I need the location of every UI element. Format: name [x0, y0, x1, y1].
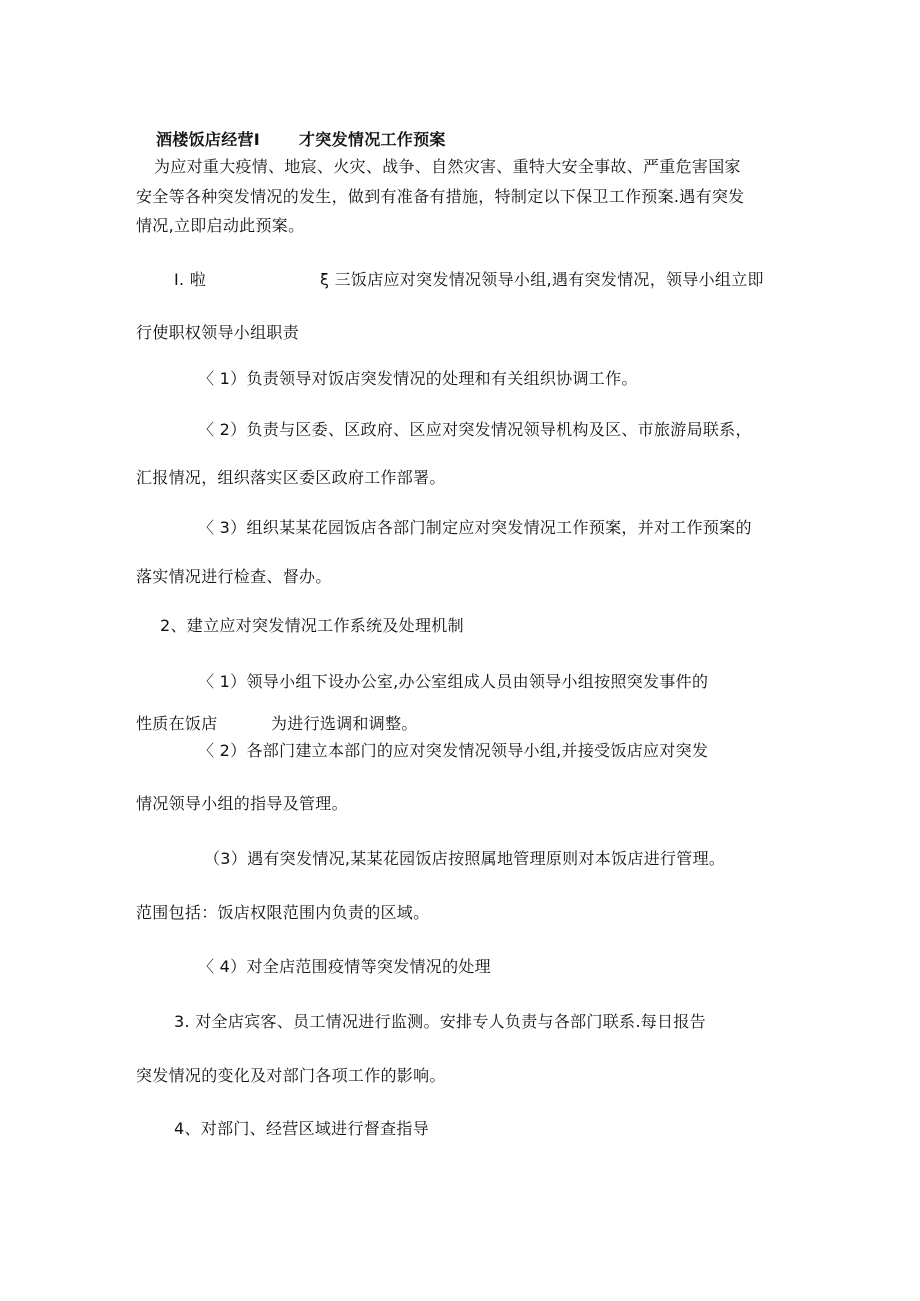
section-1-item-3: 〈 3）组织某某花园饭店各部门制定应对突发情况工作预案，并对工作预案的: [198, 518, 752, 537]
section-2-item-3: （3）遇有突发情况,某某花园饭店按照属地管理原则对本饭店进行管理。: [204, 849, 726, 868]
section-1-heading-end: ξ 三饭店应对突发情况领导小组,遇有突发情况，领导小组立即: [320, 270, 764, 289]
section-1-item-2: 〈 2）负责与区委、区政府、区应对突发情况领导机构及区、市旅游局联系，: [198, 420, 752, 439]
intro-line-3: 情况,立即启动此预案。: [136, 216, 305, 235]
section-1-heading-cont: 行使职权领导小组职责: [136, 323, 300, 342]
section-3-heading: 3. 对全店宾客、员工情况进行监测。安排专人负责与各部门联系.每日报告: [174, 1012, 706, 1031]
section-2-heading: 2、建立应对突发情况工作系统及处理机制: [160, 616, 464, 635]
section-2-item-2-cont: 情况领导小组的指导及管理。: [136, 794, 348, 813]
intro-line-2: 安全等各种突发情况的发生，做到有准备有措施，特制定以下保卫工作预案.遇有突发: [136, 187, 745, 206]
document-title-part-2: 才突发情况工作预案: [299, 130, 446, 149]
section-1-item-2-cont: 汇报情况，组织落实区委区政府工作部署。: [136, 468, 446, 487]
section-2-item-2: 〈 2）各部门建立本部门的应对突发情况领导小组,并接受饭店应对突发: [198, 741, 709, 760]
section-2-item-1-cont-end: 为进行选调和调整。: [271, 714, 418, 733]
section-2-item-3-cont: 范围包括：饭店权限范围内负责的区域。: [136, 903, 430, 922]
intro-line-1: 为应对重大疫情、地宸、火灾、战争、自然灾害、重特大安全事故、严重危害国家: [154, 157, 741, 176]
section-2-item-1-cont-start: 性质在饭店: [136, 714, 218, 733]
section-1-heading-start: I. 啦: [174, 270, 207, 289]
section-1-item-1: 〈 1）负责领导对饭店突发情况的处理和有关组织协调工作。: [198, 369, 638, 388]
section-2-item-4: 〈 4）对全店范围疫情等突发情况的处理: [198, 957, 491, 976]
section-1-item-3-cont: 落实情况进行检查、督办。: [136, 567, 332, 586]
section-3-cont: 突发情况的变化及对部门各项工作的影响。: [136, 1066, 446, 1085]
document-title-part-1: 酒楼饭店经营I: [156, 130, 261, 149]
section-4-heading: 4、对部门、经营区域进行督查指导: [174, 1119, 429, 1138]
section-2-item-1: 〈 1）领导小组下设办公室,办公室组成人员由领导小组按照突发事件的: [198, 672, 709, 691]
